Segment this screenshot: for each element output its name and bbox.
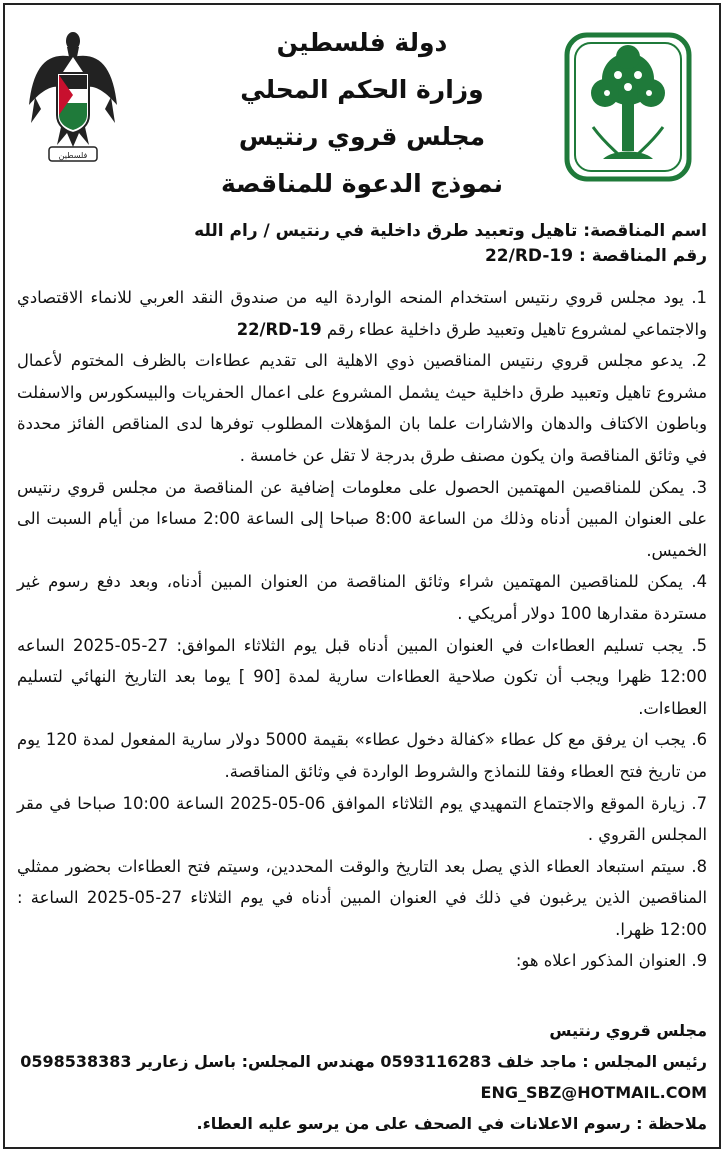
council-title: مجلس قروي رنتيس — [238, 122, 486, 151]
clause-text: يدعو مجلس قروي رنتيس المناقصين ذوي الاهلية الى تقديم عطاءات بالظرف المختوم لأعمال مشروع تاهيل وتعبيد طرق داخلية حيث يشمل المشروع على اعمال الحفريات والبيسكورس والاسفلت وباطون الاكتاف والدهان والاشارات علما بان المؤهلات المطلوب توفرها لدى المناقص الفائز محددة في وثائق المناقصة وان يكون مصنف طرق بدرجة لا تقل عن خامسة . — [17, 351, 707, 465]
clause-number: 6. — [691, 730, 707, 750]
clause-text: يود مجلس قروي رنتيس استخدام المنحه الواردة اليه من صندوق النقد العربي للانماء الاقتصادي والاجتماعي لمشروع تاهيل وتعبيد طرق داخلية عطاء رقم — [17, 288, 707, 339]
clause-3 — [17, 472, 707, 567]
clause-number: 2. — [691, 351, 707, 371]
clause-number: 4. — [691, 572, 707, 592]
clause-7 — [17, 788, 707, 851]
clause-number: 5. — [691, 635, 707, 655]
letterhead-titles — [175, 19, 549, 207]
tender-name-value: تاهيل وتعبيد طرق داخلية في رنتيس / رام الله — [194, 221, 578, 241]
palestine-eagle-emblem — [27, 27, 119, 167]
clause-2 — [17, 345, 707, 471]
email-line — [17, 1077, 707, 1108]
note-label: ملاحظة : — [636, 1114, 707, 1133]
tender-name-label: اسم المناقصة: — [583, 221, 707, 241]
clause-text: يمكن للمناقصين المهتمين شراء وثائق المناقصة من العنوان المبين أدناه، وبعد دفع رسوم غير مستردة مقدارها 100 دولار أمريكي . — [17, 572, 707, 623]
clause-4 — [17, 566, 707, 629]
tender-number-line — [17, 244, 707, 269]
clause-text: سيتم استبعاد العطاء الذي يصل بعد التاريخ والوقت المحددين، وسيتم فتح العطاءات بحضور ممثلي المناقصين الذين يرغبون في ذلك في العنوان المبين أدناه في يوم الثلاثاء 27-05-2025 الساعة : 12:00 ظهرا. — [17, 856, 707, 939]
clause-number: 3. — [691, 477, 707, 497]
tender-number-label: رقم المناقصة : — [578, 246, 707, 266]
note-line — [17, 1108, 707, 1139]
tender-reference: 22/RD-19 — [236, 319, 322, 339]
letterhead — [5, 5, 719, 217]
clause-number: 1. — [691, 288, 707, 307]
contact-footer — [17, 1015, 707, 1139]
clause-text: يجب ان يرفق مع كل عطاء «كفالة دخول عطاء» بقيمة 5000 دولار سارية المفعول لمدة 120 يوم من تاريخ فتح العطاء وفقا للنماذج والشروط الواردة في وثائق المناقصة. — [17, 730, 707, 781]
clause-6 — [17, 724, 707, 787]
clause-number: 9. — [691, 951, 707, 971]
clause-number: 8. — [691, 856, 707, 876]
note-text: رسوم الاعلانات في الصحف على من يرسو عليه العطاء. — [196, 1114, 631, 1133]
council-name: مجلس قروي رنتيس — [549, 1021, 707, 1040]
state-title: دولة فلسطين — [276, 28, 448, 57]
clause-text: زيارة الموقع والاجتماع التمهيدي يوم الثلاثاء الموافق 06-05-2025 الساعة 10:00 صباحا في مقر المجلس القروي . — [17, 793, 707, 845]
contact-line: رئيس المجلس : ماجد خلف 0593116283 مهندس المجلس: باسل زعارير 0598538383 — [20, 1052, 707, 1071]
emblem-caption: فلسطين — [58, 151, 88, 160]
clause-text: يجب تسليم العطاءات في العنوان المبين أدناه قبل يوم الثلاثاء الموافق: 27-05-2025 الساعه 12:00 ظهرا ويجب أن تكون صلاحية العطاءات سارية لمدة [90 ] يوما بعد التاريخ النهائي لتسليم العطاءات. — [17, 635, 708, 718]
document-frame — [3, 3, 721, 1149]
form-title: نموذج الدعوة للمناقصة — [220, 169, 504, 198]
tender-name-line — [17, 219, 707, 244]
clause-8 — [17, 851, 707, 946]
clause-text: العنوان المذكور اعلاه هو: — [515, 951, 687, 971]
clause-1 — [17, 282, 707, 345]
contact-email: ENG_SBZ@HOTMAIL.COM — [480, 1083, 707, 1102]
clause-number: 7. — [691, 793, 707, 813]
tender-meta — [17, 219, 707, 269]
clause-text: يمكن للمناقصين المهتمين الحصول على معلومات إضافية عن المناقصة من مجلس قروي رنتيس على العنوان المبين أدناه وذلك من الساعة 8:00 صباحا إلى الساعة 2:00 مساءا من أيام السبت الى الخميس. — [17, 477, 707, 560]
tender-number-value: 22/RD-19 — [484, 246, 574, 266]
clause-9 — [17, 945, 707, 977]
council-seal-logo — [563, 31, 693, 183]
tender-clauses — [17, 282, 707, 977]
ministry-title: وزارة الحكم المحلي — [240, 75, 484, 104]
clause-5 — [17, 630, 707, 725]
